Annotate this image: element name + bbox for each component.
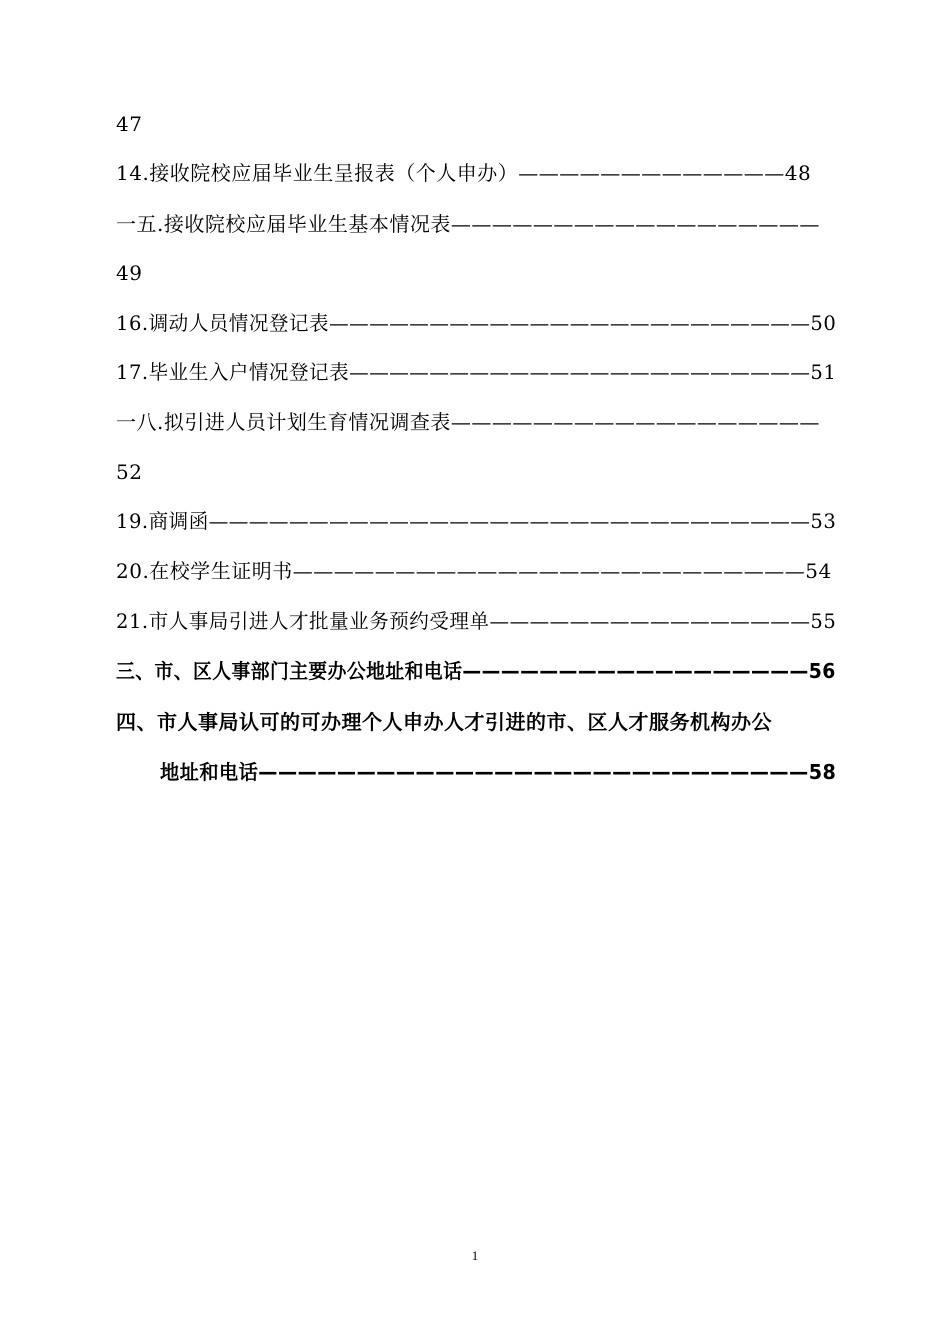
toc-line: 19.商调函——————————————————————————————53 [116,509,837,533]
toc-line: 一八.拟引进人员计划生育情况调查表—————————————————— [116,410,820,434]
toc-line: 47 [116,112,143,136]
toc-line: 一五.接收院校应届毕业生基本情况表—————————————————— [116,212,820,236]
toc-section-heading: 四、市人事局认可的可办理个人申办人才引进的市、区人才服务机构办公 [116,710,772,734]
toc-section-heading-continued: 地址和电话————————————————————————————58 [160,760,837,784]
toc-line: 17.毕业生入户情况登记表———————————————————————51 [116,360,837,384]
toc-line: 14.接收院校应届毕业生呈报表（个人申办）—————————————48 [116,161,812,185]
page-number: 1 [471,1248,479,1263]
toc-line: 52 [116,460,143,484]
toc-line: 16.调动人员情况登记表————————————————————————50 [116,311,837,335]
toc-line: 20.在校学生证明书—————————————————————————54 [116,559,832,583]
toc-line: 21.市人事局引进人才批量业务预约受理单————————————————55 [116,609,837,633]
toc-line: 49 [116,261,143,285]
toc-section-heading: 三、市、区人事部门主要办公地址和电话——————————————————56 [116,659,836,683]
